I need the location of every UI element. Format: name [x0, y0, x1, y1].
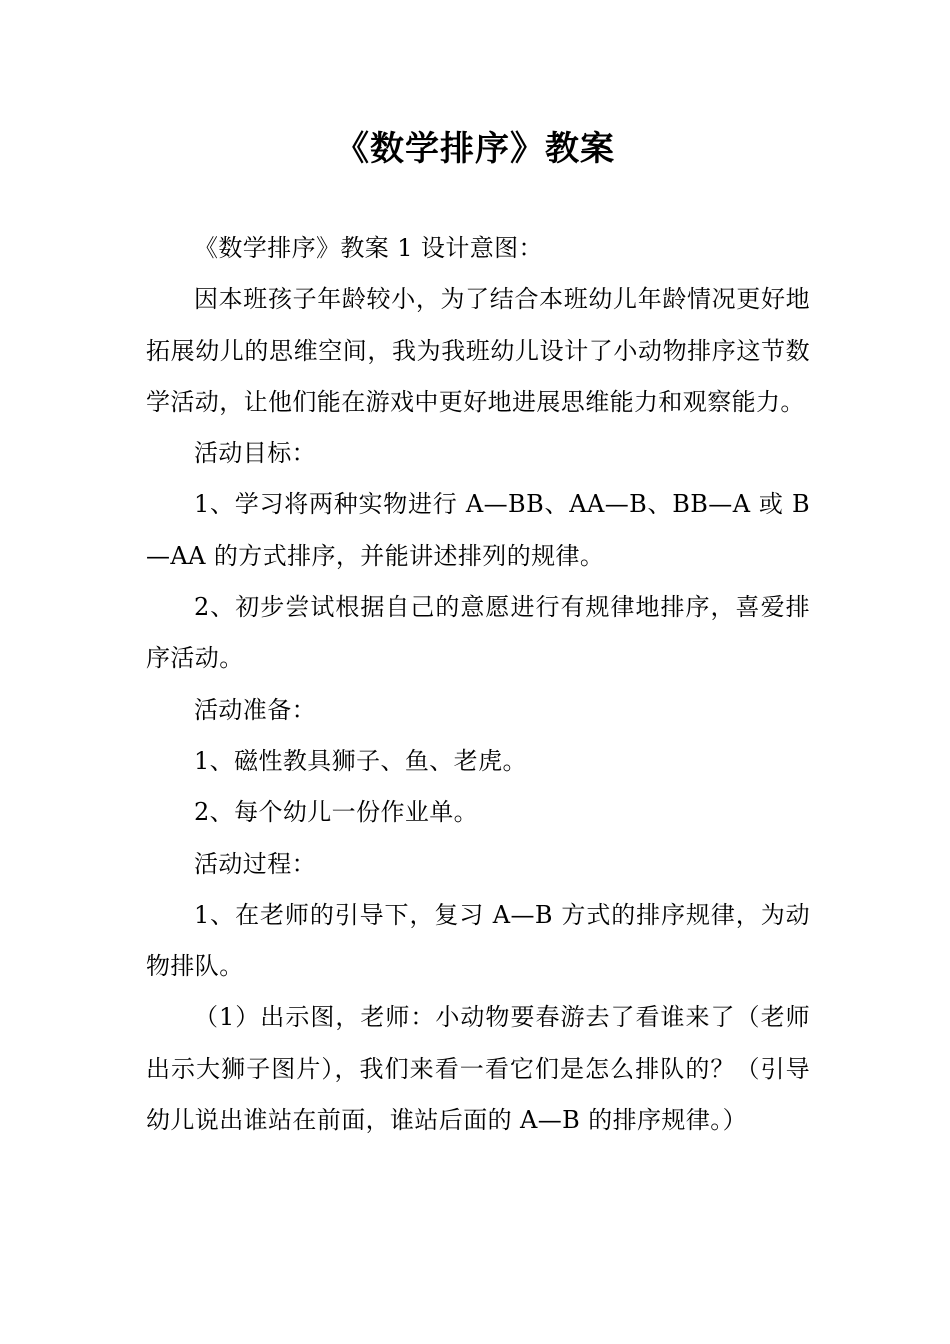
- paragraph-goal-2: 2、初步尝试根据自己的意愿进行有规律地排序，喜爱排序活动。: [146, 593, 810, 673]
- paragraph-process-1: 1、在老师的引导下，复习 A—B 方式的排序规律，为动物排队。: [146, 900, 810, 981]
- paragraph-process-1-sub-1: （1）出示图，老师：小动物要春游去了看谁来了（老师出示大狮子图片），我们来看一看它们是怎么排队的？（引导幼儿说出谁站在前面，谁站后面的 A—B 的排序规律。）: [146, 1003, 810, 1135]
- paragraph-preparation-1: 1、磁性教具狮子、鱼、老虎。: [194, 746, 527, 775]
- paragraph-preparation-heading: 活动准备：: [194, 695, 316, 724]
- paragraph-goal-1: 1、学习将两种实物进行 A—BB、AA—B、BB—A 或 B—AA 的方式排序，并能讲述排列的规律。: [146, 490, 810, 570]
- document-body: [146, 223, 810, 1146]
- document-title: 《数学排序》教案: [335, 129, 615, 169]
- paragraph-preparation-2: 2、每个幼儿一份作业单。: [194, 798, 479, 827]
- paragraph-goals-heading: 活动目标：: [194, 439, 316, 468]
- paragraph-process-heading: 活动过程：: [194, 849, 316, 878]
- paragraph-design-intent: 因本班孩子年龄较小，为了结合本班幼儿年龄情况更好地拓展幼儿的思维空间，我为我班幼儿设计了小动物排序这节数学活动，让他们能在游戏中更好地进展思维能力和观察能力。: [146, 285, 810, 416]
- paragraph-design-intent-heading: 《数学排序》教案 1 设计意图：: [194, 234, 543, 262]
